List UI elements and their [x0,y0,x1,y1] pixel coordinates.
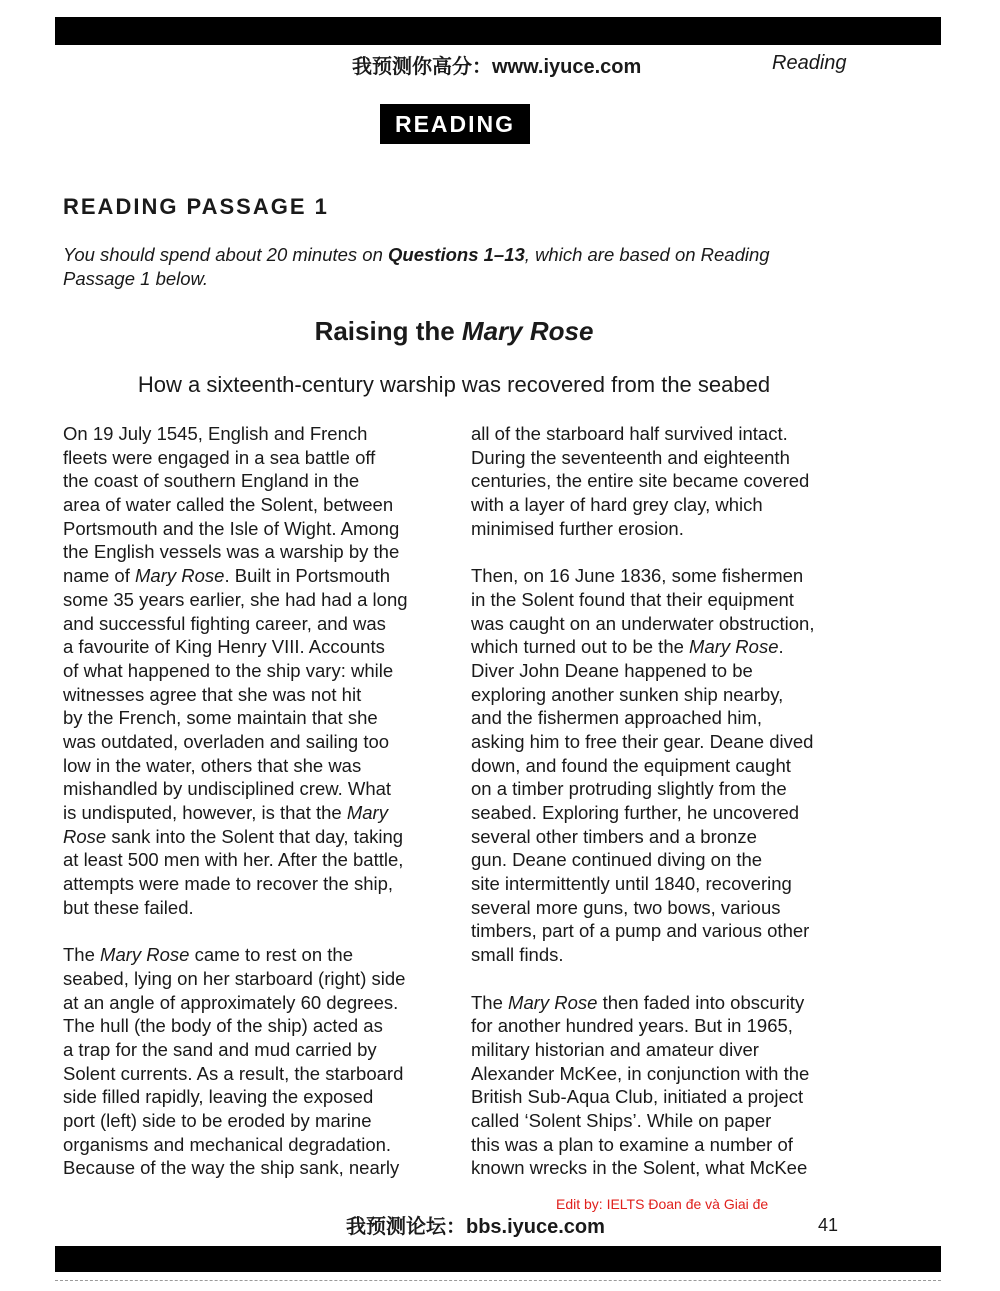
passage-heading: READING PASSAGE 1 [63,194,329,219]
text-line: On 19 July 1545, English and French [63,423,368,444]
text-line: called ‘Solent Ships’. While on paper [471,1109,772,1131]
text-line: the coast of southern England in the [63,470,360,492]
text-line: the English vessels was a warship by the [63,541,400,563]
text-line: exploring another sunken ship nearby, [471,683,784,705]
scan-artifact-line [55,1280,941,1283]
text-line: Rose sank into the Solent that day, taking [63,825,404,847]
text-line: minimised further erosion. [471,517,684,539]
text-line: site intermittently until 1840, recovering [471,873,792,895]
paragraph-gap [63,919,463,943]
paragraph-gap [471,967,871,991]
text-line: mishandled by undisciplined crew. What [63,778,392,800]
text-line: is undisputed, however, is that the Mary [63,802,388,823]
text-line: seabed, lying on her starboard (right) side [63,967,406,989]
text-line: several other timbers and a bronze [471,825,757,847]
text-line: down, and found the equipment caught [471,754,791,776]
text-line: organisms and mechanical degradation. [63,1133,392,1155]
text-line: low in the water, others that she was [63,754,362,776]
page-number: 41 [818,1215,839,1235]
text-line: Solent currents. As a result, the starboard [63,1062,404,1084]
bottom-black-bar [55,1246,941,1272]
text-line: and successful fighting career, and was [63,612,386,634]
text-line: of what happened to the ship vary: while [63,659,394,681]
text-line: Portsmouth and the Isle of Wight. Among [63,517,400,539]
text-line: centuries, the entire site became covered [471,470,810,492]
text-line: Then, on 16 June 1836, some fishermen [471,565,804,587]
text-line: a trap for the sand and mud carried by [63,1038,377,1060]
instructions-before: You should spend about 20 minutes on [63,244,389,265]
instructions [63,243,863,291]
text-line: several more guns, two bows, various [471,896,781,918]
top-black-bar [55,17,941,45]
text-line: The Mary Rose came to rest on the [63,944,353,966]
text-line: attempts were made to recover the ship, [63,873,394,895]
article-title [0,316,908,347]
text-line: and the fishermen approached him, [471,707,763,729]
text-line: with a layer of hard grey clay, which [471,494,763,516]
text-line: at least 500 men with her. After the battle, [63,849,404,871]
header-site-label: 我预测你高分：www.iyuce.com [352,56,642,78]
paragraph-gap [471,540,871,564]
text-line: The Mary Rose then faded into obscurity [471,991,805,1013]
right-column [471,422,871,1180]
running-head: Reading [772,52,847,74]
text-line: in the Solent found that their equipment [471,588,794,610]
text-line: fleets were engaged in a sea battle off [63,446,376,468]
article-subtitle: How a sixteenth-century warship was recovered from the seabed [137,372,771,397]
footer-site-label: 我预测论坛：bbs.iyuce.com [346,1216,605,1238]
text-line: seabed. Exploring further, he uncovered [471,802,800,823]
text-line: During the seventeenth and eighteenth [471,446,790,468]
text-line: which turned out to be the Mary Rose. [471,636,784,658]
text-line: The hull (the body of the ship) acted as [63,1015,383,1037]
text-line: timbers, part of a pump and various other [471,920,810,942]
text-line: name of Mary Rose. Built in Portsmouth [63,565,390,587]
text-line: this was a plan to examine a number of [471,1133,793,1155]
editor-note: Edit by: IELTS Đoan đe và Giai đe [556,1196,769,1212]
text-line: all of the starboard half survived intact. [471,423,788,444]
text-line: gun. Deane continued diving on the [471,849,763,871]
text-line: a favourite of King Henry VIII. Accounts [63,636,385,658]
text-line: Alexander McKee, in conjunction with the [471,1062,810,1084]
instructions-after: , which are based on Reading [524,244,770,265]
text-line: asking him to free their gear. Deane dived [471,730,814,752]
instructions-line2: Passage 1 below. [63,268,209,289]
text-line: military historian and amateur diver [471,1038,759,1060]
text-line: was outdated, overladen and sailing too [63,730,390,752]
text-line: but these failed. [63,896,194,918]
text-line: witnesses agree that she was not hit [63,683,362,705]
text-line: for another hundred years. But in 1965, [471,1015,793,1037]
text-line: small finds. [471,944,564,966]
text-line: known wrecks in the Solent, what McKee [471,1157,808,1179]
section-label: READING [380,104,530,144]
text-line: Because of the way the ship sank, nearly [63,1157,400,1179]
article-title-plain: Raising the [314,316,462,346]
text-line: port (left) side to be eroded by marine [63,1109,372,1131]
text-line: Diver John Deane happened to be [471,659,753,681]
text-line: area of water called the Solent, between [63,494,394,516]
article-title-ship: Mary Rose [461,316,594,346]
text-line: British Sub-Aqua Club, initiated a project [471,1086,804,1108]
text-line: some 35 years earlier, she had had a long [63,588,408,610]
left-column [63,422,463,1180]
text-line: by the French, some maintain that she [63,707,378,729]
text-line: at an angle of approximately 60 degrees. [63,991,399,1013]
instructions-questions: Questions 1–13 [388,244,525,265]
text-line: side filled rapidly, leaving the exposed [63,1086,374,1108]
text-line: on a timber protruding slightly from the [471,778,787,800]
text-line: was caught on an underwater obstruction, [471,612,815,634]
